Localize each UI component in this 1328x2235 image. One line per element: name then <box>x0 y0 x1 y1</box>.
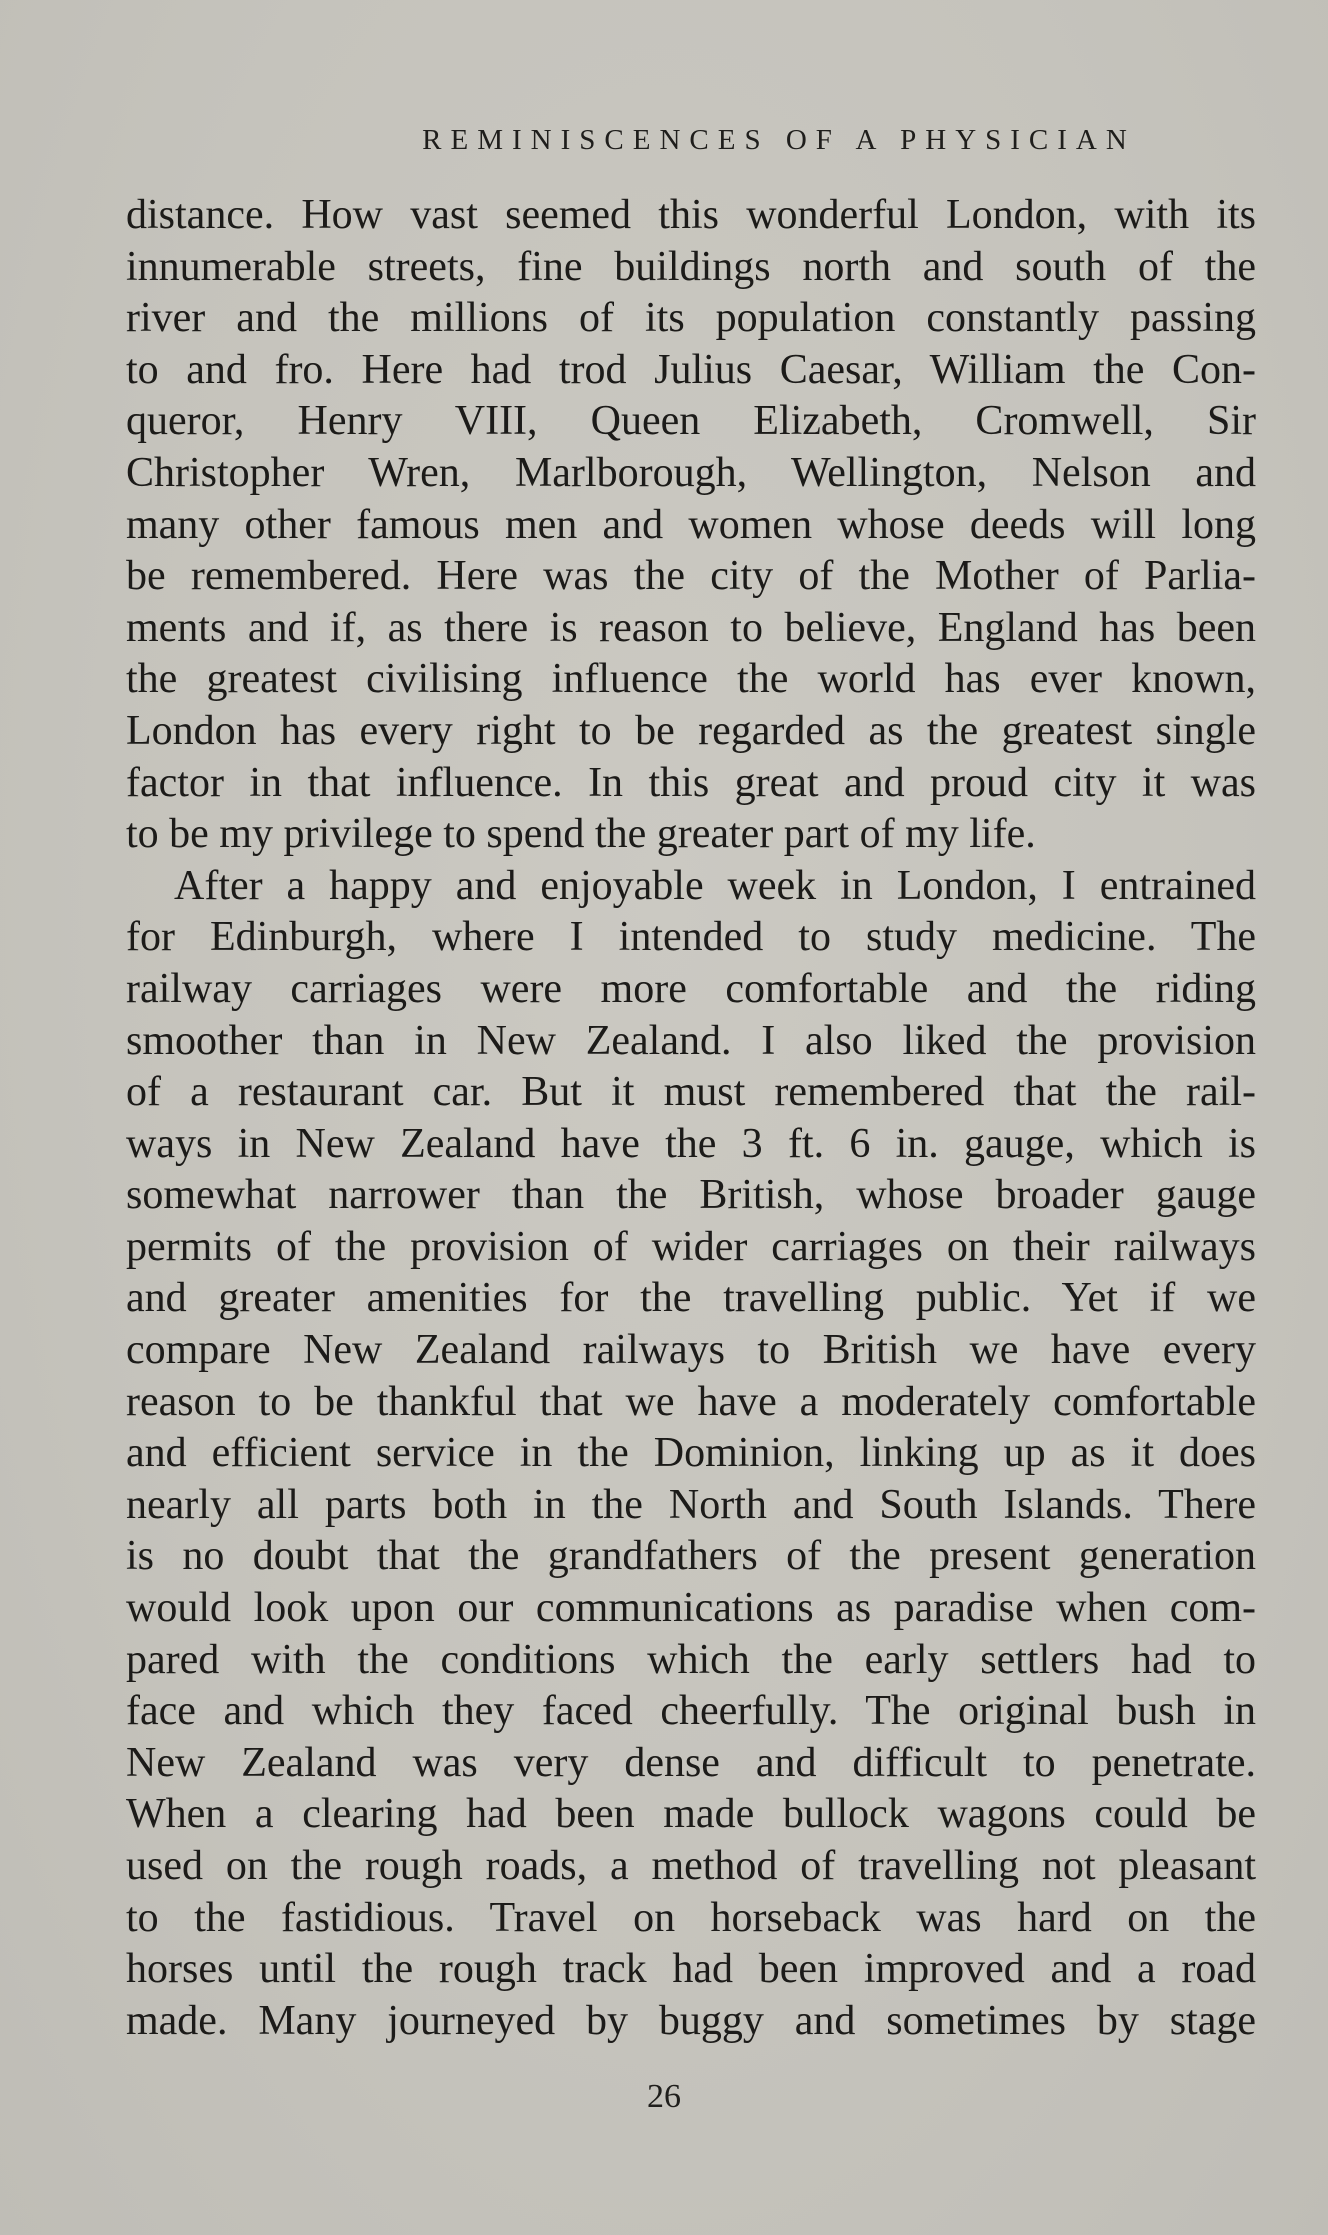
page-number: 26 <box>647 2078 681 2115</box>
text-line: and efficient service in the Dominion, linking up as it does <box>126 1430 1256 1477</box>
text-line: made. Many journeyed by buggy and sometimes by stage <box>126 1997 1256 2044</box>
text-line: New Zealand was very dense and difficult to penetrate. <box>126 1739 1256 1786</box>
running-head-text: REMINISCENCES OF A PHYSICIAN <box>422 124 1136 156</box>
text-line: London has every right to be regarded as the greatest single <box>126 707 1256 754</box>
text-line: used on the rough roads, a method of travelling not pleasant <box>126 1843 1256 1889</box>
text-line: would look upon our communications as paradise when com- <box>126 1585 1256 1632</box>
text-line: is no doubt that the grandfathers of the present generation <box>126 1533 1256 1580</box>
running-head <box>0 124 1328 157</box>
text-line: for Edinburgh, where I intended to study medicine. The <box>126 914 1256 961</box>
text-line: compare New Zealand railways to British we have every <box>126 1327 1256 1374</box>
text-line: smoother than in New Zealand. I also liked the provision <box>126 1017 1256 1064</box>
text-line: ments and if, as there is reason to believe, England has been <box>126 604 1256 651</box>
text-line: ways in New Zealand have the 3 ft. 6 in. gauge, which is <box>126 1120 1256 1167</box>
text-line: reason to be thankful that we have a moderately comfortable <box>126 1378 1256 1425</box>
text-line: to be my privilege to spend the greater part of my life. <box>126 811 1036 858</box>
text-line: many other famous men and women whose deeds will long <box>126 501 1256 548</box>
text-line: river and the millions of its population constantly passing <box>126 295 1256 342</box>
text-line: the greatest civilising influence the world has ever known, <box>126 656 1256 703</box>
text-line: horses until the rough track had been improved and a road <box>126 1946 1256 1993</box>
text-line: After a happy and enjoyable week in London, I entrained <box>174 862 1256 909</box>
text-line: Christopher Wren, Marlborough, Wellington, Nelson and <box>126 449 1256 496</box>
text-line: railway carriages were more comfortable and the riding <box>126 965 1256 1012</box>
text-line: When a clearing had been made bullock wagons could be <box>126 1791 1256 1838</box>
text-line: somewhat narrower than the British, whose broader gauge <box>126 1172 1256 1219</box>
text-line: be remembered. Here was the city of the Mother of Parlia- <box>126 553 1256 600</box>
text-line: factor in that influence. In this great and proud city it was <box>126 759 1256 806</box>
text-line: permits of the provision of wider carriages on their railways <box>126 1223 1256 1270</box>
text-line: and greater amenities for the travelling public. Yet if we <box>126 1275 1256 1322</box>
text-line: to and fro. Here had trod Julius Caesar, William the Con- <box>126 346 1256 393</box>
text-line: queror, Henry VIII, Queen Elizabeth, Cromwell, Sir <box>126 398 1256 445</box>
text-line: nearly all parts both in the North and South Islands. There <box>126 1481 1256 1528</box>
text-line: to the fastidious. Travel on horseback was hard on the <box>126 1894 1256 1941</box>
text-line: pared with the conditions which the early settlers had to <box>126 1636 1256 1683</box>
text-line: of a restaurant car. But it must remembered that the rail- <box>126 1069 1256 1116</box>
body-text <box>126 190 1256 2047</box>
text-line: innumerable streets, fine buildings north and south of the <box>126 243 1256 290</box>
text-line: face and which they faced cheerfully. The original bush in <box>126 1688 1256 1735</box>
text-line: distance. How vast seemed this wonderful London, with its <box>126 192 1256 238</box>
